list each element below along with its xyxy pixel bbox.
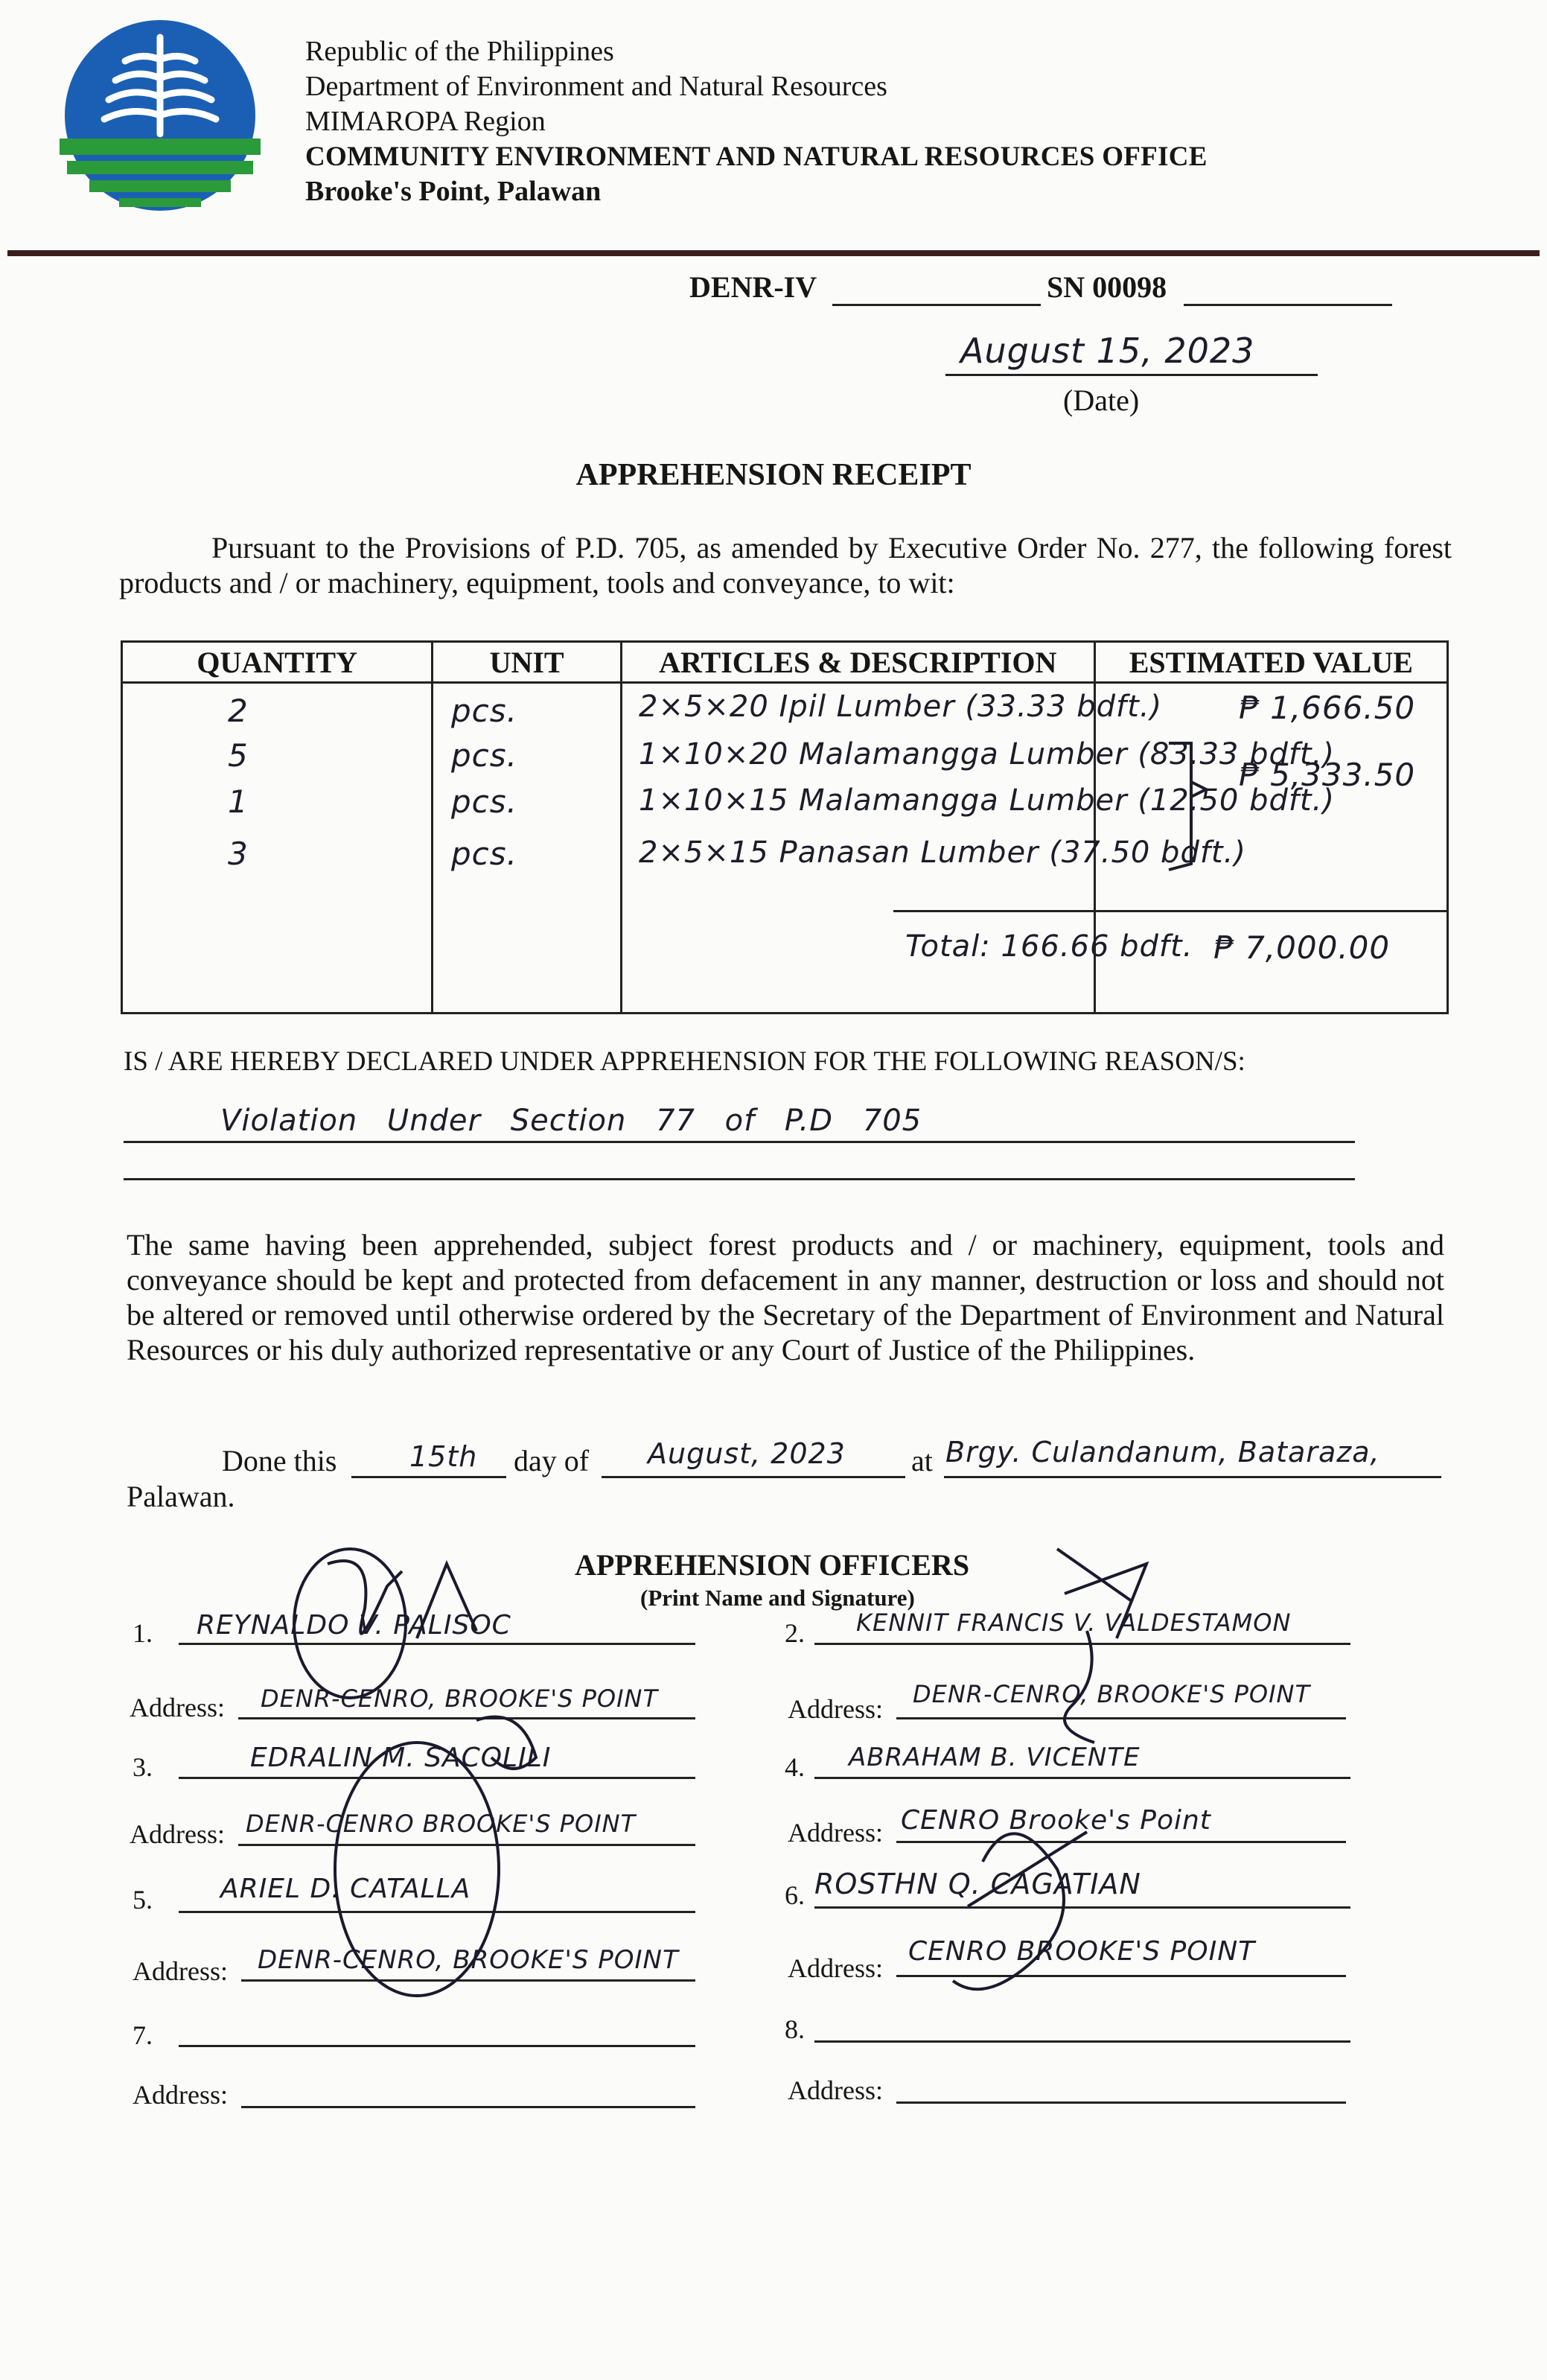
signature-scribbles	[0, 1519, 1547, 2040]
row-description: 1×10×20 Malamangga Lumber (83.33 bdft.)	[639, 737, 1335, 771]
officer-number: 2.	[785, 1618, 805, 1648]
officer-name: ABRAHAM B. VICENTE	[849, 1743, 1141, 1772]
row-description: 1×10×15 Malamangga Lumber (12.50 bdft.)	[639, 783, 1335, 818]
officers-title: APPREHENSION OFFICERS	[575, 1548, 970, 1582]
row-description: 2×5×15 Panasan Lumber (37.50 bdft.)	[639, 836, 1246, 870]
region-name: MIMAROPA Region	[305, 106, 546, 137]
country-name: Republic of the Philippines	[305, 36, 614, 67]
denr-number-line	[832, 304, 1041, 306]
officer-number: 4.	[785, 1752, 805, 1782]
reasons-label: IS / ARE HEREBY DECLARED UNDER APPREHENSION FOR THE FOLLOWING REASON/S:	[124, 1046, 1245, 1077]
serial-number: SN 00098	[1047, 270, 1167, 304]
row-description: 2×5×20 Ipil Lumber (33.33 bdft.)	[639, 690, 1163, 724]
office-location: Brooke's Point, Palawan	[305, 176, 602, 207]
done-prefix: Done this	[222, 1444, 337, 1477]
reason-line-1: Violation Under Section 77 of P.D 705	[220, 1104, 922, 1138]
custody-paragraph: The same having been apprehended, subject forest products and / or machinery, equipment, tools and conveyance should be kept and protected from defacement in any manner, destruction or loss and should not be altered or removed until otherwise ordered by the Secretary of the Department of Environment and Natural Resources or his duly authorized representative or any Court of Justice of the Philippines.	[127, 1228, 1444, 1366]
officer-address: DENR-CENRO BROOKE'S POINT	[246, 1810, 637, 1838]
row-unit: pcs.	[451, 836, 517, 872]
address-label: Address:	[133, 2080, 228, 2110]
agency-block	[305, 34, 1208, 209]
officer-name-line	[814, 2040, 1350, 2043]
done-province: Palawan.	[127, 1480, 235, 1513]
row-qty: 5	[228, 737, 249, 774]
officer-number: 8.	[785, 2014, 805, 2044]
done-month-year: August, 2023	[648, 1437, 846, 1470]
officer-number: 5.	[133, 1885, 153, 1915]
officer-address: CENRO Brooke's Point	[901, 1805, 1211, 1836]
reason-rule-2	[124, 1178, 1355, 1180]
address-label: Address:	[130, 1693, 225, 1722]
intro-paragraph: Pursuant to the Provisions of P.D. 705, as amended by Executive Order No. 277, the following forest products and / or machinery, equipment, tools and conveyance, to wit:	[119, 531, 1452, 599]
total-bdft: Total: 166.66 bdft.	[905, 929, 1193, 964]
officer-number: 7.	[133, 2020, 153, 2050]
row-qty: 1	[228, 783, 249, 820]
officer-name: KENNIT FRANCIS V. VALDESTAMON	[856, 1609, 1292, 1637]
header-rule	[7, 250, 1540, 256]
day-line	[351, 1476, 506, 1478]
receipt-title: APPREHENSION RECEIPT	[575, 458, 972, 492]
officer-address-line	[241, 2106, 695, 2108]
done-day: 15th	[409, 1440, 478, 1473]
total-value: ₱ 7,000.00	[1213, 929, 1391, 966]
officer-address: DENR-CENRO, BROOKE'S POINT	[261, 1684, 658, 1713]
header-unit: UNIT	[433, 642, 622, 683]
reason-rule-1	[124, 1141, 1355, 1143]
officer-name-line	[179, 2045, 695, 2047]
header-estimated-value: ESTIMATED VALUE	[1094, 642, 1447, 683]
month-line	[602, 1476, 905, 1478]
address-label: Address:	[130, 1819, 225, 1849]
date-line	[945, 374, 1318, 376]
row-value: ₱ 5,333.50	[1239, 757, 1416, 793]
officer-name: ARIEL D. CATALLA	[220, 1874, 471, 1904]
row-value: ₱ 1,666.50	[1239, 690, 1416, 726]
row-qty: 2	[228, 693, 249, 729]
address-label: Address:	[788, 1953, 883, 1983]
done-day-of: day of	[514, 1444, 590, 1477]
officers-subtitle: (Print Name and Signature)	[640, 1585, 915, 1611]
officer-address: DENR-CENRO, BROOKE'S POINT	[258, 1945, 679, 1975]
address-label: Address:	[788, 2075, 883, 2105]
grouping-bracket	[1161, 737, 1221, 879]
row-unit: pcs.	[451, 693, 517, 729]
done-place: Brgy. Culandanum, Bataraza,	[945, 1436, 1380, 1469]
officer-address: DENR-CENRO, BROOKE'S POINT	[913, 1680, 1310, 1708]
row-unit: pcs.	[451, 737, 517, 774]
header-quantity: QUANTITY	[122, 642, 433, 683]
date-label: (Date)	[1063, 384, 1140, 417]
done-at: at	[911, 1444, 933, 1477]
place-line	[944, 1476, 1441, 1478]
officer-address: CENRO BROOKE'S POINT	[908, 1936, 1256, 1967]
officer-number: 1.	[133, 1618, 153, 1648]
date-value: August 15, 2023	[960, 331, 1255, 371]
row-qty: 3	[228, 836, 249, 872]
address-label: Address:	[788, 1818, 883, 1848]
total-rule	[893, 910, 1449, 912]
address-label: Address:	[133, 1956, 228, 1986]
officer-address-line	[896, 2101, 1346, 2104]
denr-logo-icon	[60, 15, 261, 216]
officer-number: 3.	[133, 1752, 153, 1782]
table-header-row	[122, 642, 1448, 683]
header-articles: ARTICLES & DESCRIPTION	[621, 642, 1094, 683]
officer-name: REYNALDO V. PALISOC	[197, 1610, 511, 1641]
denr-label: DENR-IV	[689, 270, 817, 304]
address-label: Address:	[788, 1694, 883, 1724]
serial-line	[1184, 304, 1392, 306]
officer-name: EDRALIN M. SACOLILI	[250, 1743, 552, 1773]
officer-number: 6.	[785, 1880, 805, 1910]
department-name: Department of Environment and Natural Resources	[305, 71, 887, 102]
office-name: COMMUNITY ENVIRONMENT AND NATURAL RESOURCES OFFICE	[305, 141, 1208, 172]
officer-name: ROSTHN Q. CAGATIAN	[814, 1868, 1141, 1900]
row-unit: pcs.	[451, 783, 517, 820]
page-header	[60, 15, 1541, 253]
